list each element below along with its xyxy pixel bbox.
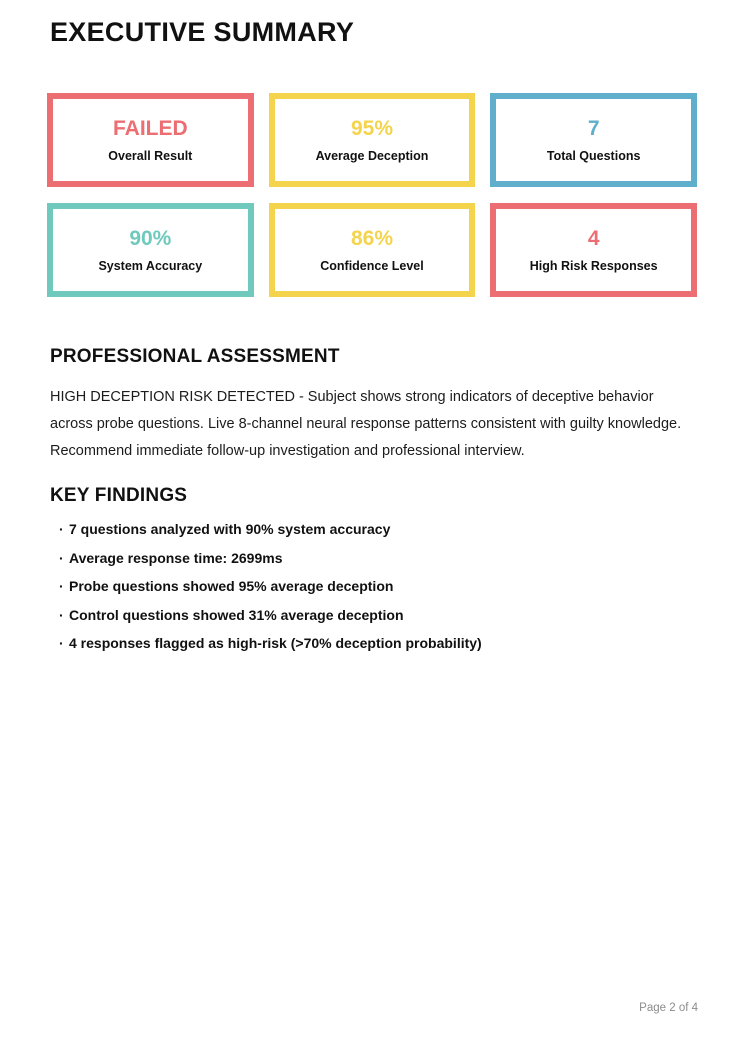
- assessment-body: HIGH DECEPTION RISK DETECTED - Subject shows strong indicators of deceptive behavior across probe questions. Live 8-channel neural response patterns consistent with guilty knowledge. Recommend immediate follow-up investigation and professional interview.: [50, 389, 682, 459]
- finding-item: [50, 551, 698, 566]
- stat-label: Average Deception: [315, 148, 429, 163]
- stat-value: 4: [587, 226, 600, 250]
- stat-card: [47, 203, 254, 297]
- finding-text: Average response time: 2699ms: [69, 549, 283, 566]
- finding-item: [50, 608, 698, 623]
- assessment-heading: PROFESSIONAL ASSESSMENT: [50, 346, 340, 367]
- key-findings-list: [50, 522, 698, 665]
- bullet-dot: ·: [59, 635, 64, 651]
- bullet-dot: ·: [59, 606, 64, 623]
- stat-value: 90%: [129, 226, 172, 250]
- stat-label: System Accuracy: [98, 258, 203, 273]
- stat-value: 7: [587, 116, 600, 140]
- finding-item: [50, 636, 698, 651]
- stat-card: [269, 93, 476, 187]
- finding-item: [50, 579, 698, 594]
- stat-card: [47, 93, 254, 187]
- finding-text: 7 questions analyzed with 90% system accuracy: [69, 521, 391, 537]
- bullet-dot: ·: [59, 521, 64, 537]
- bullet-dot: ·: [59, 578, 64, 594]
- stat-value: 86%: [350, 226, 393, 250]
- stat-value: FAILED: [112, 116, 188, 140]
- stat-label: Overall Result: [108, 148, 193, 163]
- finding-item: [50, 522, 698, 537]
- stat-value: 95%: [350, 116, 393, 140]
- stat-label: Confidence Level: [320, 258, 424, 273]
- finding-text: Probe questions showed 95% average deception: [69, 578, 394, 594]
- bullet-dot: ·: [59, 549, 64, 566]
- stat-card: [490, 93, 697, 187]
- stat-card: [490, 203, 697, 297]
- finding-text: Control questions showed 31% average deception: [69, 606, 404, 623]
- page-number: Page 2 of 4: [639, 1002, 698, 1014]
- finding-text: 4 responses flagged as high-risk (>70% deception probability): [69, 635, 482, 651]
- stat-label: Total Questions: [546, 148, 641, 163]
- stat-cards-grid: [47, 93, 697, 297]
- stat-label: High Risk Responses: [529, 258, 658, 273]
- page-title: EXECUTIVE SUMMARY: [50, 17, 355, 47]
- stat-card: [269, 203, 476, 297]
- key-findings-heading: KEY FINDINGS: [50, 485, 188, 506]
